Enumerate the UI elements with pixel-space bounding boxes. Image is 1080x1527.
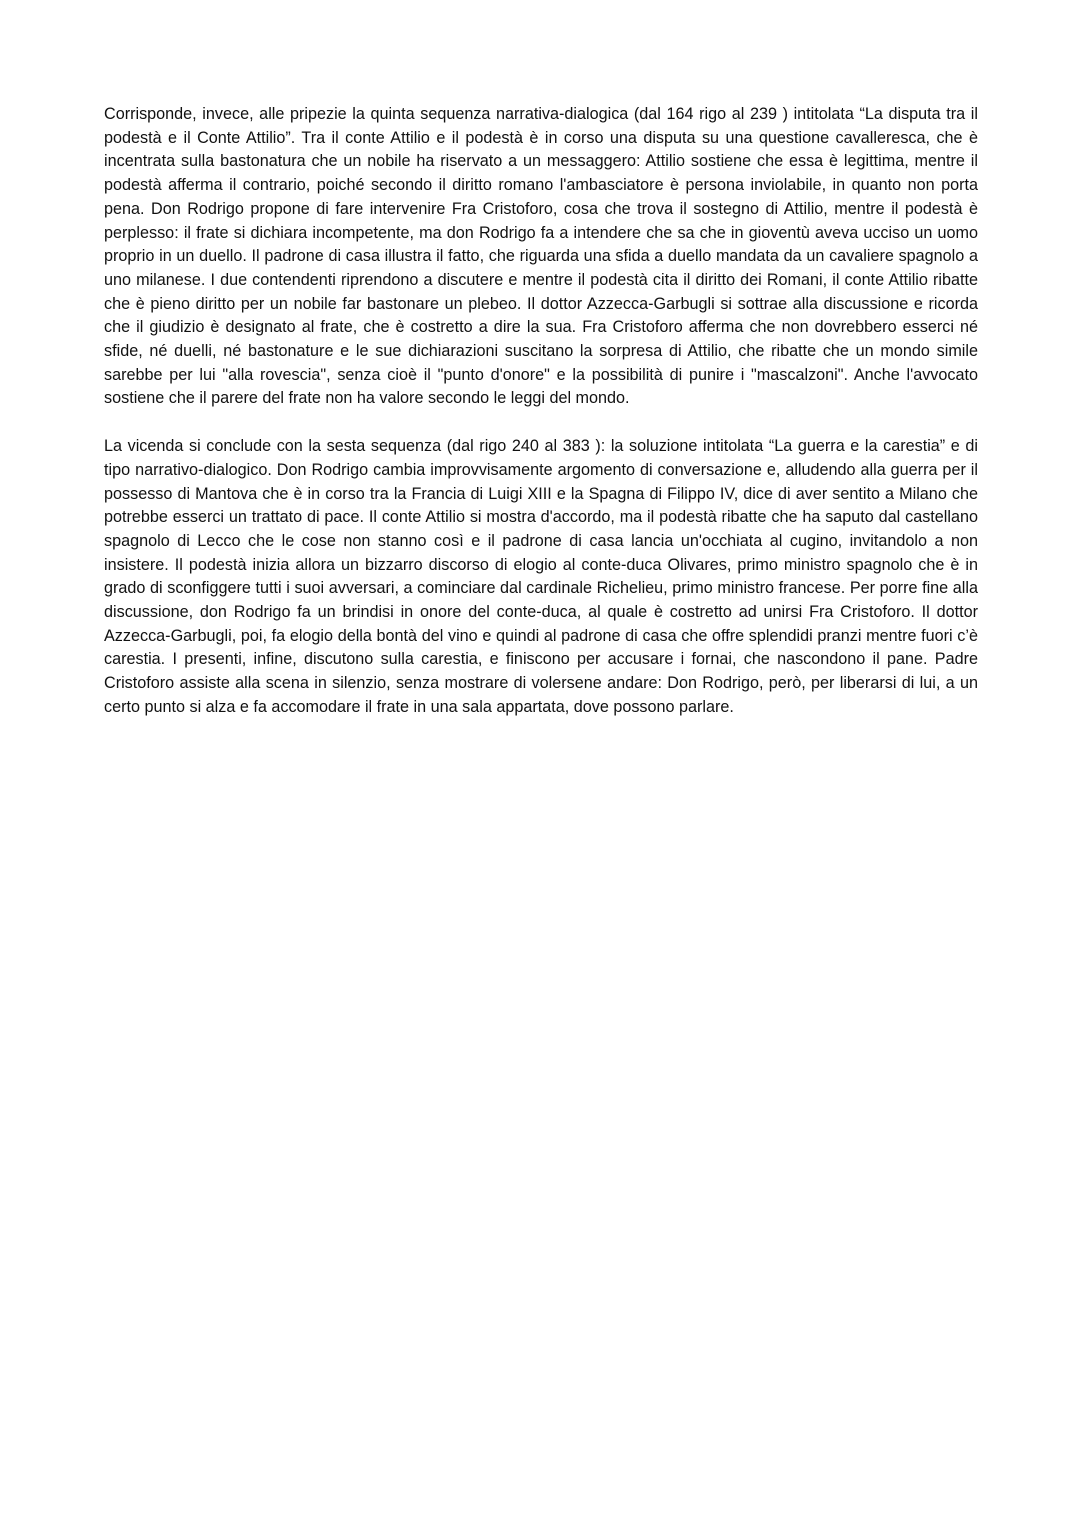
paragraph-quinta-sequenza: Corrisponde, invece, alle pripezie la quinta sequenza narrativa-dialogica (dal 164 rigo al 239 ) intitolata “La disputa tra il podestà e il Conte Attilio”. Tra il conte Attilio e il podestà è in corso una disputa su una questione cavalleresca, che è incentrata sulla bastonatura che un nobile ha riservato a un messaggero: Attilio sostiene che essa è legittima, mentre il podestà afferma il contrario, poiché secondo il diritto romano l'ambasciatore è persona inviolabile, in quanto non porta pena. Don Rodrigo propone di fare intervenire Fra Cristoforo, cosa che trova il sostegno di Attilio, mentre il podestà è perplesso: il frate si dichiara incompetente, ma don Rodrigo fa a intendere che sa che in gioventù aveva ucciso un uomo proprio in un duello. Il padrone di casa illustra il fatto, che riguarda una sfida a duello mandata da un cavaliere spagnolo a uno milanese. I due contendenti riprendono a discutere e mentre il podestà cita il diritto dei Romani, il conte Attilio ribatte che è pieno diritto per un nobile far bastonare un plebeo. Il dottor Azzecca-Garbugli si sottrae alla discussione e ricorda che il giudizio è designato al frate, che è costretto a dire la sua. Fra Cristoforo afferma che non dovrebbero esserci né sfide, né duelli, né bastonature e le sue dichiarazioni suscitano la sorpresa di Attilio, che ribatte che un mondo simile sarebbe per lui "alla rovescia", senza cioè il "punto d'onore" e la possibilità di punire i "mascalzoni". Anche l'avvocato sostiene che il parere del frate non ha valore secondo le leggi del mondo. bbox=[104, 105, 978, 408]
paragraph-sesta-sequenza: La vicenda si conclude con la sesta sequenza (dal rigo 240 al 383 ): la soluzione intitolata “La guerra e la carestia” e di tipo narrativo-dialogico. Don Rodrigo cambia improvvisamente argomento di conversazione e, alludendo alla guerra per il possesso di Mantova che è in corso tra la Francia di Luigi XIII e la Spagna di Filippo IV, dice di aver sentito a Milano che potrebbe esserci un trattato di pace. Il conte Attilio si mostra d'accordo, ma il podestà ribatte che ha saputo dal castellano spagnolo di Lecco che le cose non stanno così e il padrone di casa lancia un'occhiata al cugino, invitandolo a non insistere. Il podestà inizia allora un bizzarro discorso di elogio al conte-duca Olivares, primo ministro spagnolo che è in grado di sconfiggere tutti i suoi avversari, a cominciare dal cardinale Richelieu, primo ministro francese. Per porre fine alla discussione, don Rodrigo fa un brindisi in onore del conte-duca, al quale è costretto ad unirsi Fra Cristoforo. Il dottor Azzecca-Garbugli, poi, fa elogio della bontà del vino e quindi al padrone di casa che offre splendidi pranzi mentre fuori c’è carestia. I presenti, infine, discutono sulla carestia, e finiscono per accusare i fornai, che nascondono il pane. Padre Cristoforo assiste alla scena in silenzio, senza mostrare di volersene andare: Don Rodrigo, però, per liberarsi di lui, a un certo punto si alza e fa accomodare il frate in una sala appartata, dove possono parlare. bbox=[104, 437, 978, 716]
document-body bbox=[104, 103, 978, 720]
